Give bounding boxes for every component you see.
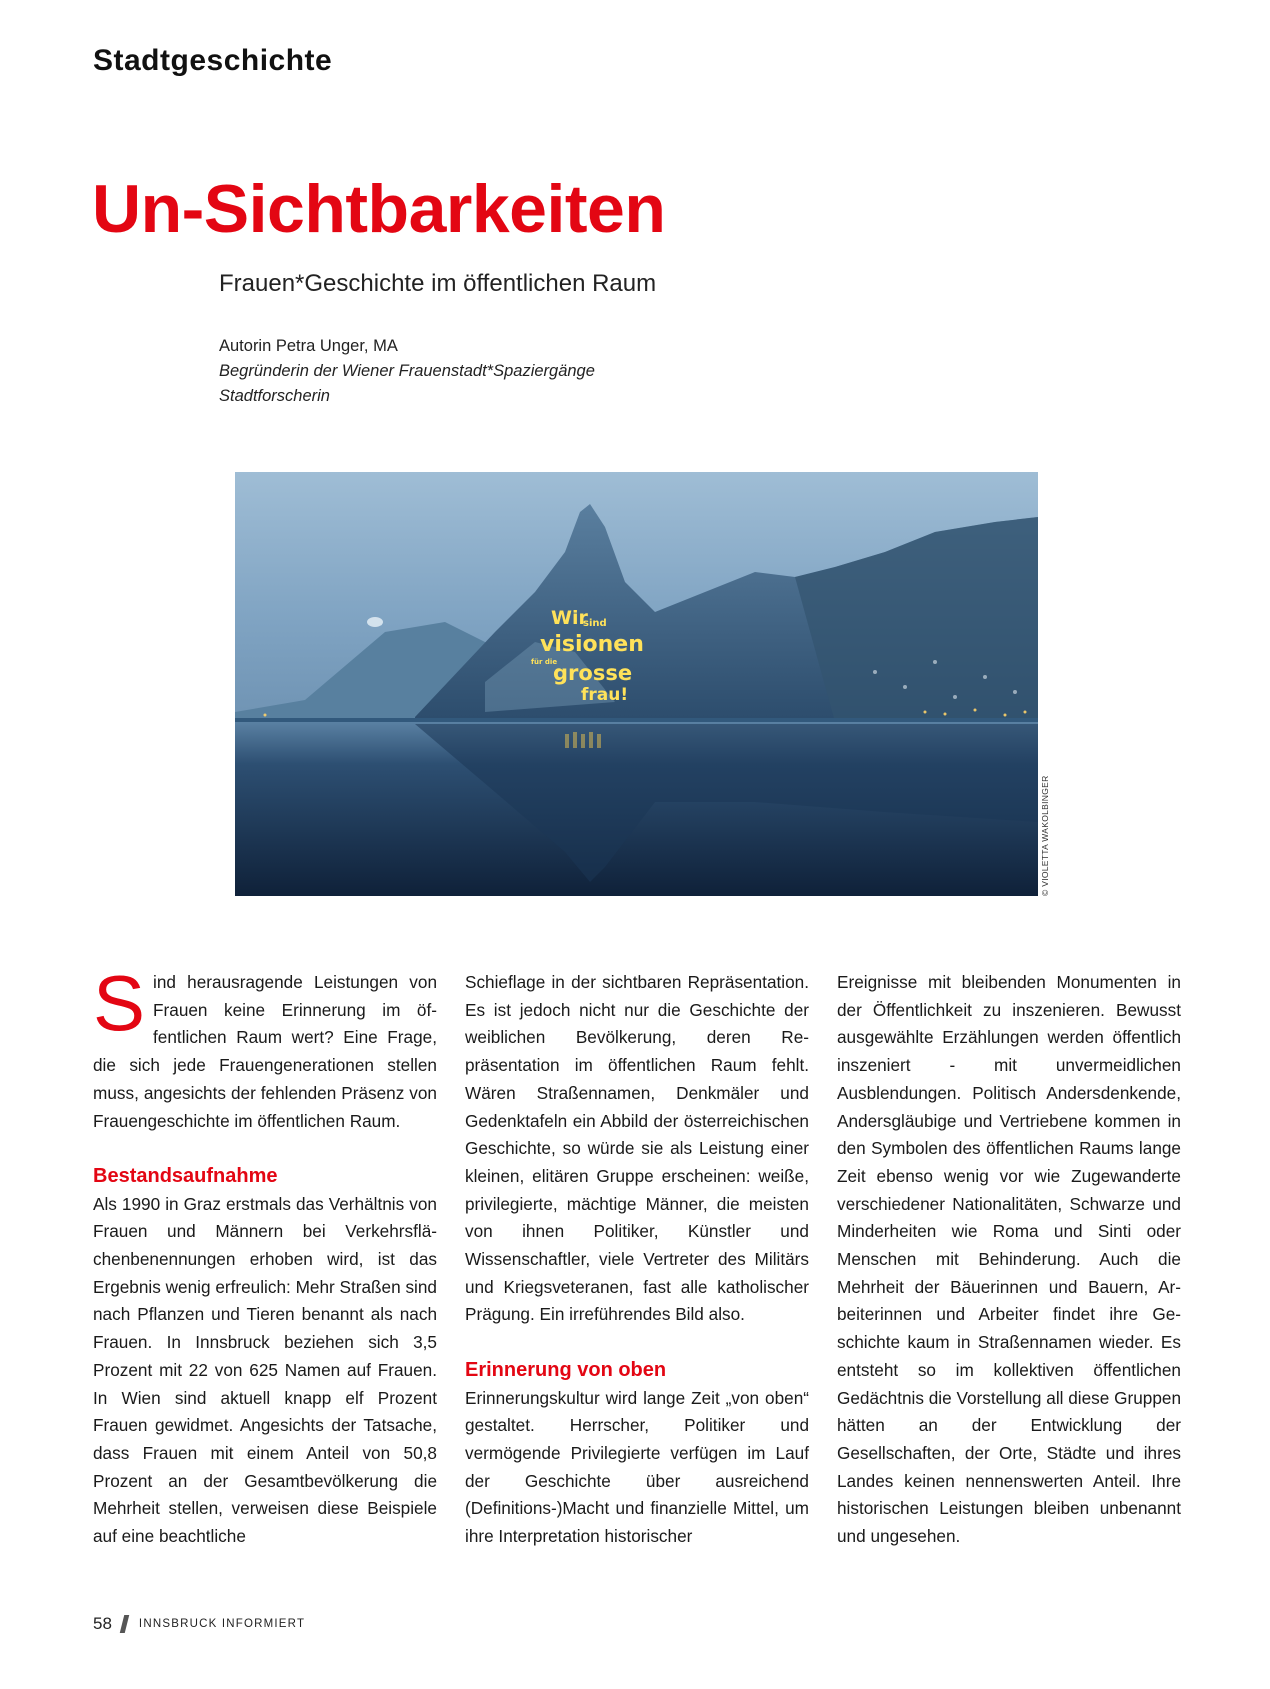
drop-cap: S bbox=[93, 959, 146, 1047]
body-paragraph: Ereignisse mit bleibenden Monumenten in der Öffentlichkeit zu inszenieren. Bewusst ausgewählte Erzählungen werden öffentlich inszeniert - mit unvermeidlichen Ausblendungen. Politisch Andersdenkende, Andersgläubige und Vertriebene kommen in den Symbolen des öffentlichen Raums lange Zeit ebenso wenig vor wie Zugewanderte verschiedener Nationalitäten, Schwarze und Minderheiten wie Roma und Sinti oder Menschen mit Behinderung. Auch die Mehrheit der Bäuerinnen und Bauern, Arbeiterinnen und Arbeiter findet ihre Geschichte kaum in Straßennamen wieder. Es entsteht so im kollektiven öffentlichen Gedächtnis die Vorstellung all diese Gruppen hätten an der Entwicklung der Gesellschaften, der Orte, Städte und ihres Landes keinen nennenswerten Anteil. Ihre historischen Leistungen bleiben unbenannt und ungesehen. bbox=[837, 972, 1181, 1547]
page-footer bbox=[93, 1614, 305, 1634]
separator-slash bbox=[120, 1615, 129, 1633]
projection-line: frau! bbox=[581, 685, 629, 705]
text-column-1 bbox=[93, 959, 437, 1551]
projection-line: grosse bbox=[553, 661, 633, 685]
page-number: 58 bbox=[93, 1614, 112, 1633]
section-heading: Bestandsaufnahme bbox=[93, 1164, 278, 1187]
article-photo bbox=[235, 472, 1038, 896]
intro-text: ind herausragende Leistungen von Frauen keine Erinnerung im öffentlichen Raum wert? Eine Frage, die sich jede Frauengenerationen stellen muss, angesichts der fehlenden Präsenz von Frauengeschichte im öffentlichen Raum. bbox=[93, 972, 437, 1131]
section-heading: Erinnerung von oben bbox=[465, 1358, 667, 1381]
author-name: Autorin Petra Unger, MA bbox=[219, 337, 398, 355]
photo-credit: © VIOLETTA WAKOLBINGER bbox=[1040, 775, 1050, 896]
intro-paragraph bbox=[93, 959, 437, 1135]
lake-mountain-photo bbox=[235, 472, 1038, 896]
publication-name: INNSBRUCK INFORMIERT bbox=[138, 1618, 306, 1630]
article-title: Un-Sichtbarkeiten bbox=[92, 171, 666, 247]
text-column-2 bbox=[465, 969, 809, 1551]
text-column-3 bbox=[837, 969, 1181, 1551]
projection-line: für die bbox=[531, 658, 558, 666]
author-role: Begründerin der Wiener Frauenstadt*Spaziergänge bbox=[219, 362, 595, 380]
body-paragraph: Schieflage in der sichtbaren Repräsentation. Es ist jedoch nicht nur die Geschichte der weiblichen Bevölkerung, deren Repräsentation im öffentlichen Raum fehlt. Wären Straßennamen, Denkmäler und Gedenktafeln ein Abbild der österreichischen Geschichte, so würde sie als Leistung einer kleinen, elitären Gruppe erscheinen: weiße, privilegierte, mächtige Männer, die meisten von ihnen Politiker, Künstler und Wissenschaftler, viele Vertreter des Militärs und Kriegsveteranen, fast alle katholischer Prägung. Ein irreführendes Bild also. bbox=[465, 972, 809, 1325]
projection-line: sind bbox=[583, 618, 607, 629]
section-label: Stadtgeschichte bbox=[93, 44, 333, 77]
author-block bbox=[219, 334, 595, 409]
projection-line: Wir bbox=[551, 607, 588, 629]
body-paragraph: Erinnerungskultur wird lange Zeit „von oben“ gestaltet. Herrscher, Politiker und vermögende Privilegierte verfügen im Lauf der Geschichte über ausreichend (Definitions-)Macht und finanzielle Mittel, um ihre Interpretation historischer bbox=[465, 1387, 809, 1547]
projection-line: visionen bbox=[540, 632, 644, 657]
body-paragraph: Als 1990 in Graz erstmals das Verhältnis von Frauen und Männern bei Verkehrsflächenbenennungen erhoben wird, ist das Ergebnis wenig erfreulich: Mehr Straßen sind nach Pflanzen und Tieren benannt als nach Frauen. In Innsbruck beziehen sich 3,5 Prozent mit 22 von 625 Namen auf Frauen. In Wien sind aktuell knapp elf Prozent Frauen gewidmet. Angesichts der Tatsache, dass Frauen mit einem Anteil von 50,8 Prozent an der Gesamtbevölkerung die Mehrheit stellen, verweisen diese Beispiele auf eine beachtliche bbox=[93, 1193, 437, 1547]
author-role-2: Stadtforscherin bbox=[219, 387, 330, 405]
article-subtitle: Frauen*Geschichte im öffentlichen Raum bbox=[219, 270, 657, 297]
